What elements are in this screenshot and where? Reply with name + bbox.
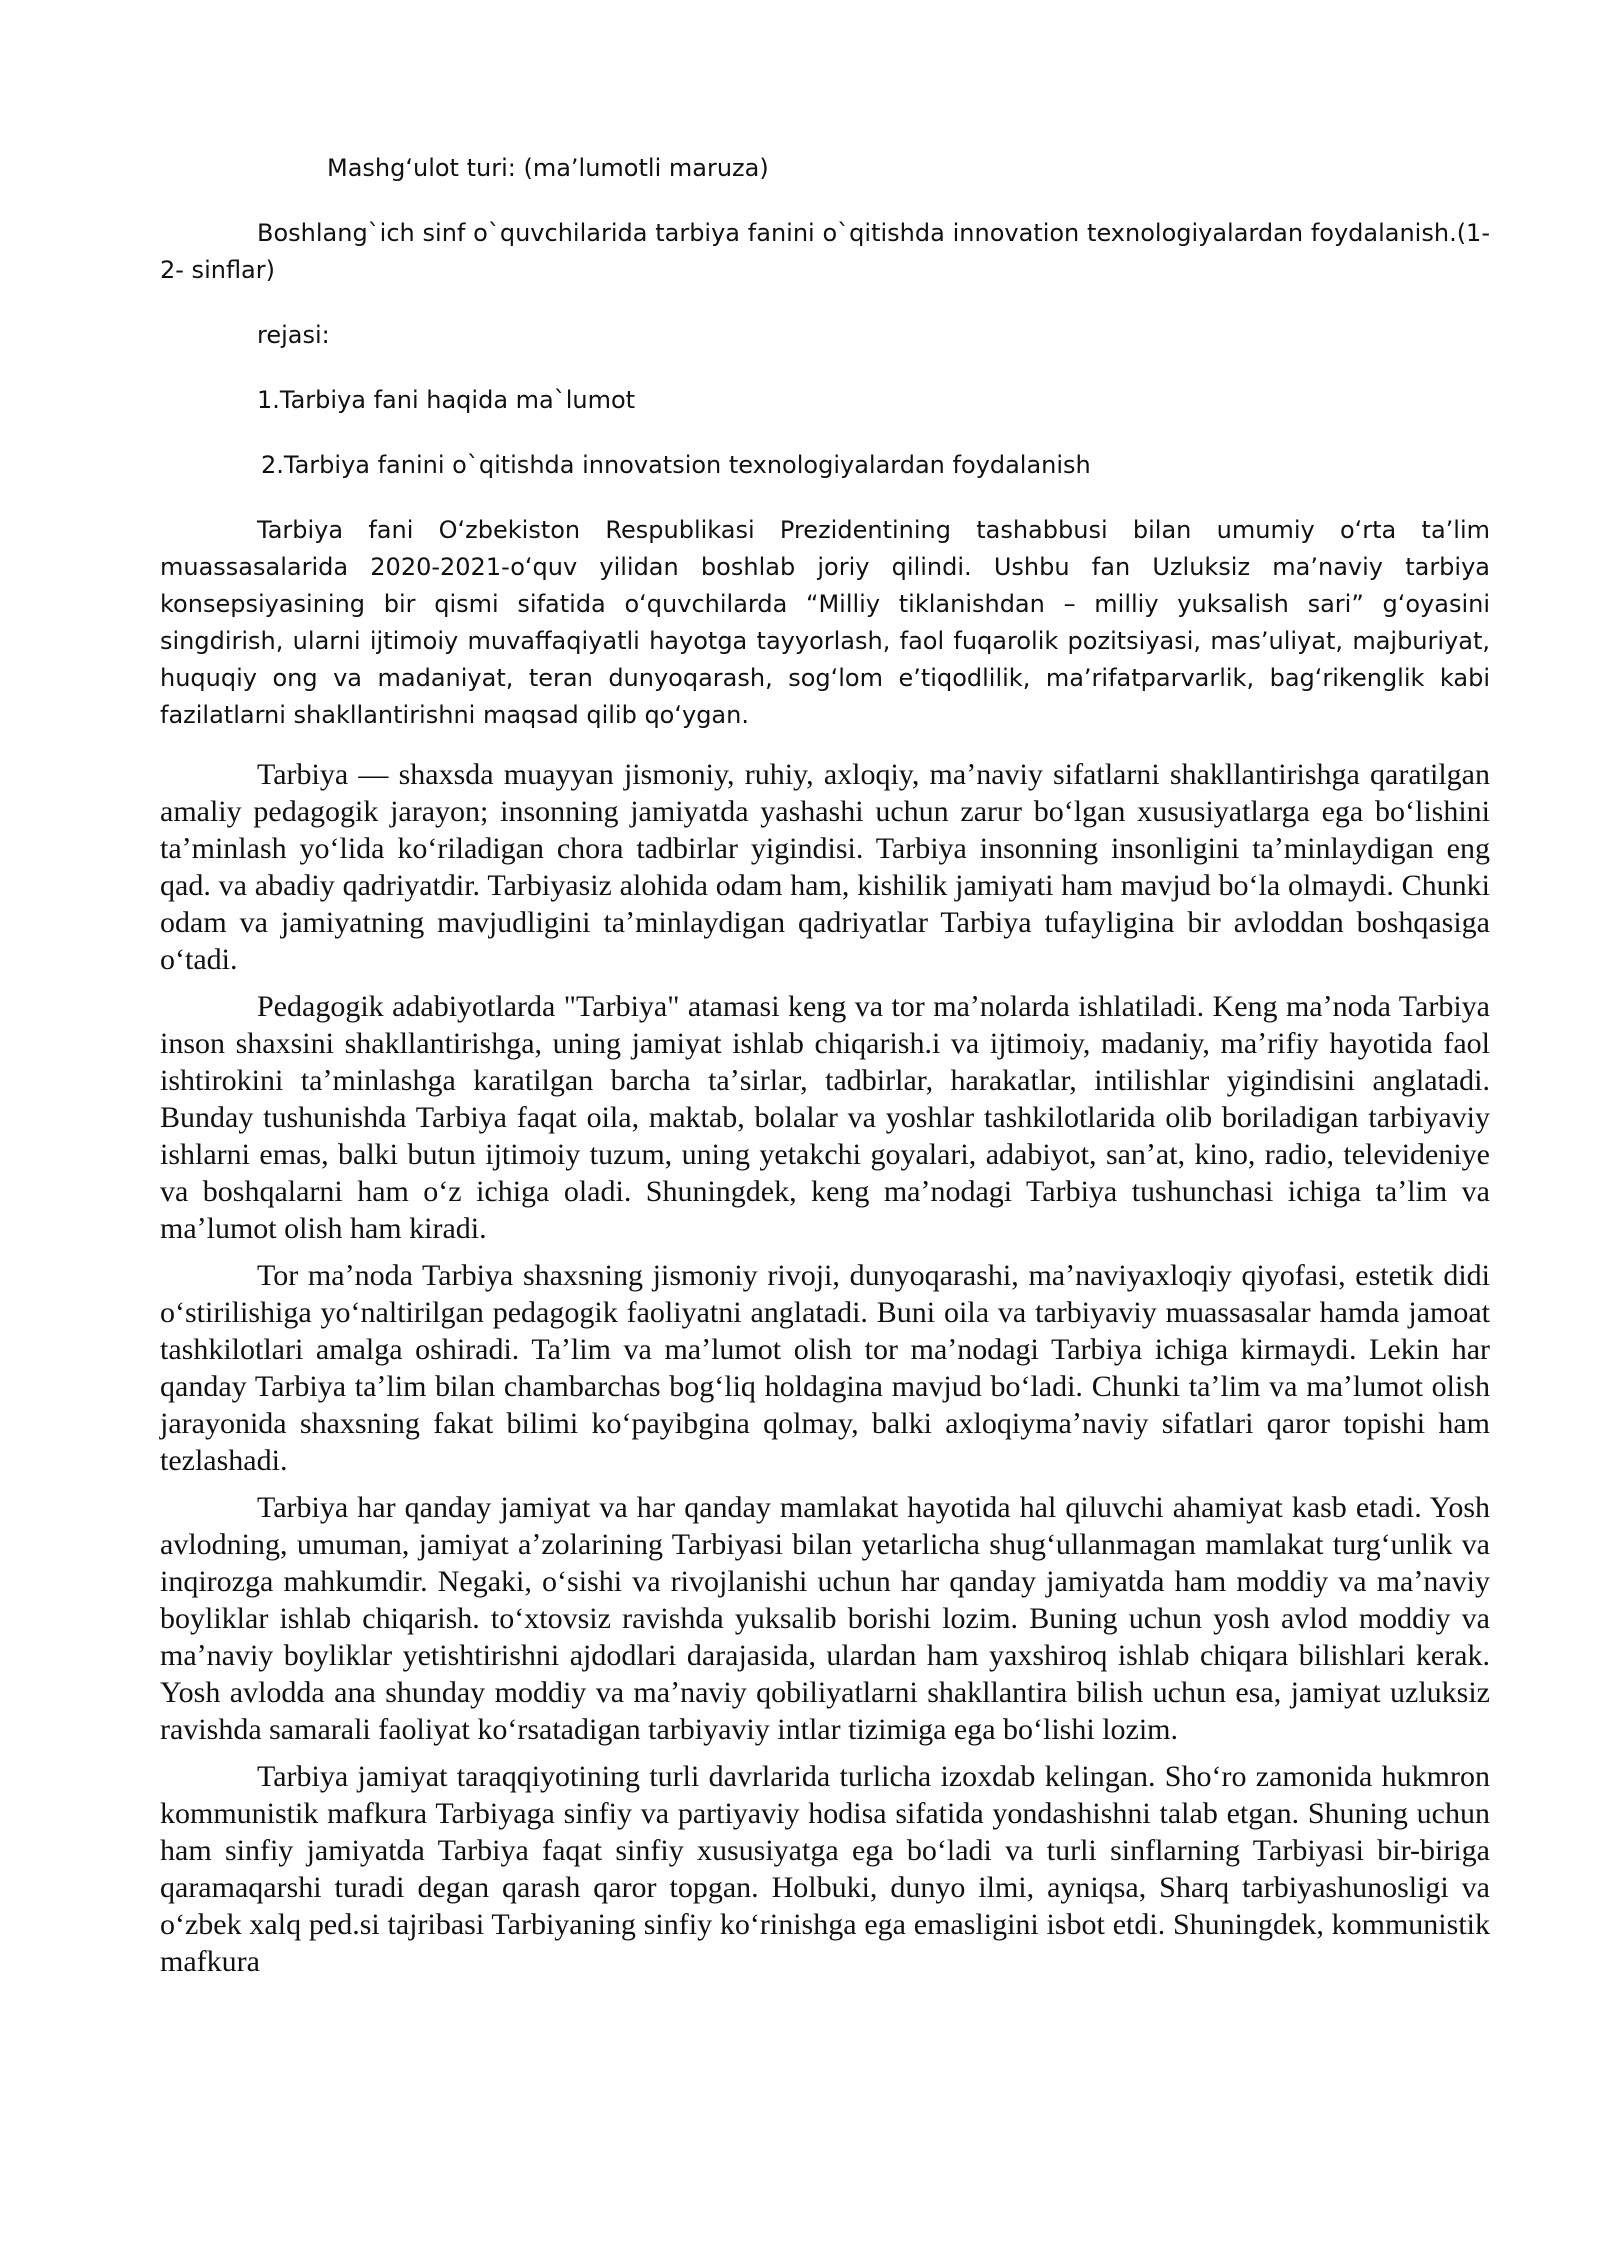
paragraph-1: Tarbiya — shaxsda muayyan jismoniy, ruhiy, axloqiy, maʼnaviy sifatlarni shakllantirishga qaratilgan amaliy pedagogik jarayon; insonning jamiyatda yashashi uchun zarur boʻlgan xususiyatlarga ega boʻlishini taʼminlash yoʻlida koʻriladigan chora tadbirlar yigindisi. Tarbiya insonning insonligini taʼminlaydigan eng qad. va abadiy qadriyatdir. Tarbiyasiz alohida odam ham, kishilik jamiyati ham mavjud boʻla olmaydi. Chunki odam va jamiyatning mavjudligini taʼminlaydigan qadriyatlar Tarbiya tufayligina bir avloddan boshqasiga oʻtadi. xyxy=(160,758,1490,976)
plan-item-2: 2.Tarbiya fanini o`qitishda innovatsion texnologiyalardan foydalanish xyxy=(261,451,1091,479)
plan-title: rejasi: xyxy=(257,321,330,349)
paragraph-2: Pedagogik adabiyotlarda "Tarbiya" atamasi keng va tor maʼnolarda ishlatiladi. Keng maʼnoda Tarbiya inson shaxsini shakllantirishga, uning jamiyat ishlab chiqarish.i va ijtimoiy, madaniy, maʼrifiy hayotida faol ishtirokini taʼminlashga karatilgan barcha taʼsirlar, tadbirlar, harakatlar, intilishlar yigindisini anglatadi. Bunday tushunishda Tarbiya faqat oila, maktab, bolalar va yoshlar tashkilotlarida olib boriladigan tarbiyaviy ishlarni emas, balki butun ijtimoiy tuzum, uning yetakchi goyalari, adabiyot, sanʼat, kino, radio, televideniye va boshqalarni ham oʻz ichiga oladi. Shuningdek, keng maʼnodagi Tarbiya tushunchasi ichiga taʼlim va maʼlumot olish ham kiradi. xyxy=(160,990,1490,1245)
intro-paragraph: Tarbiya fani Oʻzbekiston Respublikasi Prezidentining tashabbusi bilan umumiy oʻrta taʼlim muassasalarida 2020-2021-oʻquv yilidan boshlab joriy qilindi. Ushbu fan Uzluksiz maʼnaviy tarbiya konsepsiyasining bir qismi sifatida oʻquvchilarda “Milliy tiklanishdan – milliy yuksalish sari” gʻoyasini singdirish, ularni ijtimoiy muvaffaqiyatli hayotga tayyorlash, faol fuqarolik pozitsiyasi, masʼuliyat, majburiyat, huquqiy ong va madaniyat, teran dunyoqarash, sogʻlom eʼtiqodlilik, maʼrifatparvarlik, bagʻrikenglik kabi fazilatlarni shakllantirishni maqsad qilib qoʻygan. xyxy=(160,516,1490,729)
lesson-type-line: Mashgʻulot turi: (maʼlumotli maruza) xyxy=(327,154,769,182)
paragraph-5: Tarbiya jamiyat taraqqiyotining turli davrlarida turlicha izoxdab kelingan. Shoʻro zamonida hukmron kommunistik mafkura Tarbiyaga sinfiy va partiyaviy hodisa sifatida yondashishni talab etgan. Shuning uchun ham sinfiy jamiyatda Tarbiya faqat sinfiy xususiyatga ega boʻladi va turli sinflarning Tarbiyasi bir-biriga qaramaqarshi turadi degan qarash qaror topgan. Holbuki, dunyo ilmi, ayniqsa, Sharq tarbiyashunosligi va oʻzbek xalq ped.si tajribasi Tarbiyaning sinfiy koʻrinishga ega emasligini isbot etdi. Shuningdek, kommunistik mafkura xyxy=(160,1760,1490,1978)
document-body xyxy=(160,150,1490,1990)
paragraph-3: Tor maʼnoda Tarbiya shaxsning jismoniy rivoji, dunyoqarashi, maʼnaviyaxloqiy qiyofasi, estetik didi oʻstirilishiga yoʻnaltirilgan pedagogik faoliyatni anglatadi. Buni oila va tarbiyaviy muassasalar hamda jamoat tashkilotlari amalga oshiradi. Taʼlim va maʼlumot olish tor maʼnodagi Tarbiya ichiga kirmaydi. Lekin har qanday Tarbiya taʼlim bilan chambarchas bogʻliq holdagina mavjud boʻladi. Chunki taʼlim va maʼlumot olish jarayonida shaxsning fakat bilimi koʻpayibgina qolmay, balki axloqiymaʼnaviy sifatlari qaror topishi ham tezlashadi. xyxy=(160,1259,1490,1477)
topic-line: Boshlang`ich sinf o`quvchilarida tarbiya fanini o`qitishda innovation texnologiyalardan foydalanish.(1-2- sinflar) xyxy=(160,219,1490,284)
paragraph-4: Tarbiya har qanday jamiyat va har qanday mamlakat hayotida hal qiluvchi ahamiyat kasb etadi. Yosh avlodning, umuman, jamiyat aʼzolarining Tarbiyasi bilan yetarlicha shugʻullanmagan mamlakat turgʻunlik va inqirozga mahkumdir. Negaki, oʻsishi va rivojlanishi uchun har qanday jamiyatda ham moddiy va maʼnaviy boyliklar ishlab chiqarish. toʻxtovsiz ravishda yuksalib borishi lozim. Buning uchun yosh avlod moddiy va maʼnaviy boyliklar yetishtirishni ajdodlari darajasida, ulardan ham yaxshiroq ishlab chiqara bilishlari kerak. Yosh avlodda ana shunday moddiy va maʼnaviy qobiliyatlarni shakllantira bilish uchun esa, jamiyat uzluksiz ravishda samarali faoliyat koʻrsatadigan tarbiyaviy intlar tizimiga ega boʻlishi lozim. xyxy=(160,1491,1490,1746)
plan-item-1: 1.Tarbiya fani haqida ma`lumot xyxy=(257,386,636,414)
